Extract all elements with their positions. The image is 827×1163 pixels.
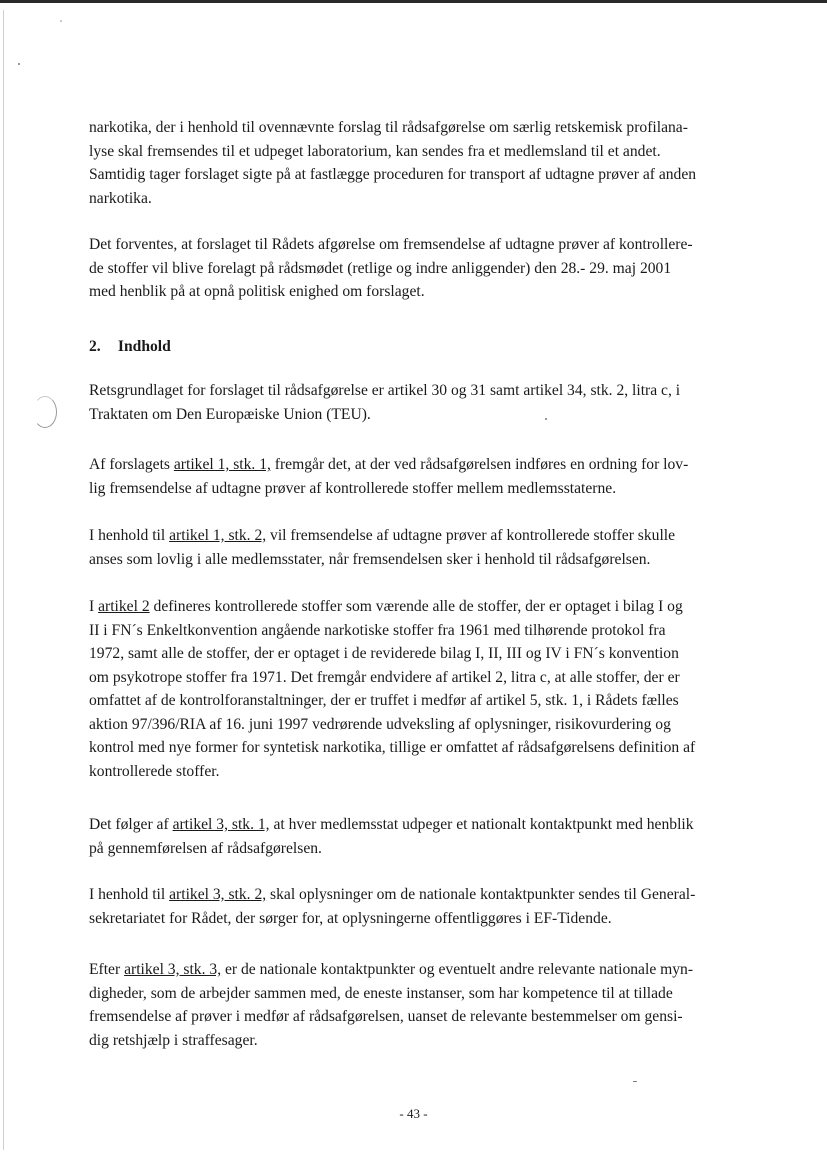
paragraph-legal-basis xyxy=(89,379,757,426)
text-line: fremsendelse af prøver i medfør af rådsafgørelsen, uanset de relevante bestemmelser om gensi- xyxy=(89,1008,683,1025)
left-scan-edge xyxy=(3,10,4,1150)
paragraph-intro-2 xyxy=(89,233,757,304)
article-reference: artikel 2 xyxy=(98,598,150,615)
punch-hole-mark xyxy=(33,396,57,428)
article-reference: artikel 1, stk. 1, xyxy=(173,456,271,473)
scan-speck xyxy=(60,20,62,22)
article-reference: artikel 3, stk. 2, xyxy=(169,886,267,903)
paragraph-intro-1 xyxy=(89,116,757,210)
text-line: Retsgrundlaget for forslaget til rådsafgørelse er artikel 30 og 31 samt artikel 34, stk. 2, litra c, i xyxy=(89,382,681,399)
text-line: med henblik på at opnå politisk enighed om forslaget. xyxy=(89,283,425,300)
text-line: 1972, samt alle de stoffer, der er optaget i de reviderede bilag I, II, III og IV i FN´s konvention xyxy=(89,645,679,662)
text-line: omfattet af de kontrolforanstaltninger, der er truffet i medfør af artikel 5, stk. 1, i Rådets fælles xyxy=(89,692,679,709)
paragraph-article-1-2 xyxy=(89,524,757,571)
text-line: om psykotrope stoffer fra 1971. Det fremgår endvidere af artikel 2, litra c, at alle stoffer, der er xyxy=(89,668,680,686)
text-line: kontrol med nye former for syntetisk narkotika, tillige er omfattet af rådsafgørelsens definition af xyxy=(89,739,696,756)
text-line: de stoffer vil blive forelagt på rådsmødet (retlige og indre anliggender) den 28.- 29. maj 2001 xyxy=(89,259,672,277)
text-line: Samtidig tager forslaget sigte på at fastlægge proceduren for transport af udtagne prøver af anden xyxy=(89,166,697,183)
text-line: I henhold til artikel 3, stk. 2, skal oplysninger om de nationale kontaktpunkter sendes til General- xyxy=(89,886,696,903)
page-number: - 43 - xyxy=(399,1106,428,1121)
paragraph-article-3-3 xyxy=(89,958,757,1052)
text-line: på gennemførelsen af rådsafgørelsen. xyxy=(89,839,322,857)
text-line: I artikel 2 defineres kontrollerede stoffer som værende alle de stoffer, der er optaget i bilag I og xyxy=(89,598,683,615)
text-line: II i FN´s Enkeltkonvention angående narkotiske stoffer fra 1961 med tilhørende protokol fra xyxy=(89,621,666,639)
section-number: 2. xyxy=(89,338,101,355)
section-heading xyxy=(89,335,171,359)
text-line: Af forslagets artikel 1, stk. 1, fremgår det, at der ved rådsafgørelsen indføres en ordning for lov- xyxy=(89,456,689,473)
article-reference: artikel 1, stk. 2, xyxy=(169,527,267,544)
text-line: narkotika, der i henhold til ovennævnte forslag til rådsafgørelse om særlig retskemisk profilana- xyxy=(89,119,688,136)
text-line: Traktaten om Den Europæiske Union (TEU). xyxy=(89,405,371,423)
text-line: dig retshjælp i straffesager. xyxy=(89,1031,258,1049)
text-line: aktion 97/396/RIA af 16. juni 1997 vedrørende udveksling af oplysninger, risikovurdering og xyxy=(89,715,671,733)
article-reference: artikel 3, stk. 3, xyxy=(124,961,222,978)
text-line: narkotika. xyxy=(89,189,152,207)
text-line: Efter artikel 3, stk. 3, er de nationale kontaktpunkter og eventuelt andre relevante nationale myn- xyxy=(89,961,694,978)
text-line: lyse skal fremsendes til et udpeget laboratorium, kan sendes fra et medlemsland til et andet. xyxy=(89,142,661,160)
text-line: digheder, som de arbejder sammen med, de eneste instanser, som har kompetence til at tillade xyxy=(89,984,673,1002)
paragraph-article-2 xyxy=(89,595,757,783)
text-line: sekretariatet for Rådet, der sørger for, at oplysningerne offentliggøres i EF-Tidende. xyxy=(89,909,612,927)
text-line: I henhold til artikel 1, stk. 2, vil fremsendelse af udtagne prøver af kontrollerede stoffer skulle xyxy=(89,527,676,544)
text-line: Det forventes, at forslaget til Rådets afgørelse om fremsendelse af udtagne prøver af kontrollere- xyxy=(89,236,693,253)
top-border-rule xyxy=(0,0,827,3)
scan-speck xyxy=(633,1081,637,1082)
article-reference: artikel 3, stk. 1, xyxy=(172,816,270,833)
scan-speck xyxy=(18,63,20,65)
text-line: Det følger af artikel 3, stk. 1, at hver medlemsstat udpeger et nationalt kontaktpunkt med henblik xyxy=(89,816,694,833)
text-line: kontrollerede stoffer. xyxy=(89,762,220,780)
section-title: Indhold xyxy=(117,338,171,355)
paragraph-article-1-1 xyxy=(89,453,757,500)
paragraph-article-3-2 xyxy=(89,883,757,930)
text-line: anses som lovlig i alle medlemsstater, når fremsendelsen sker i henhold til rådsafgørelsen. xyxy=(89,550,651,568)
text-line: lig fremsendelse af udtagne prøver af kontrollerede stoffer mellem medlemsstaterne. xyxy=(89,479,617,497)
paragraph-article-3-1 xyxy=(89,813,757,860)
